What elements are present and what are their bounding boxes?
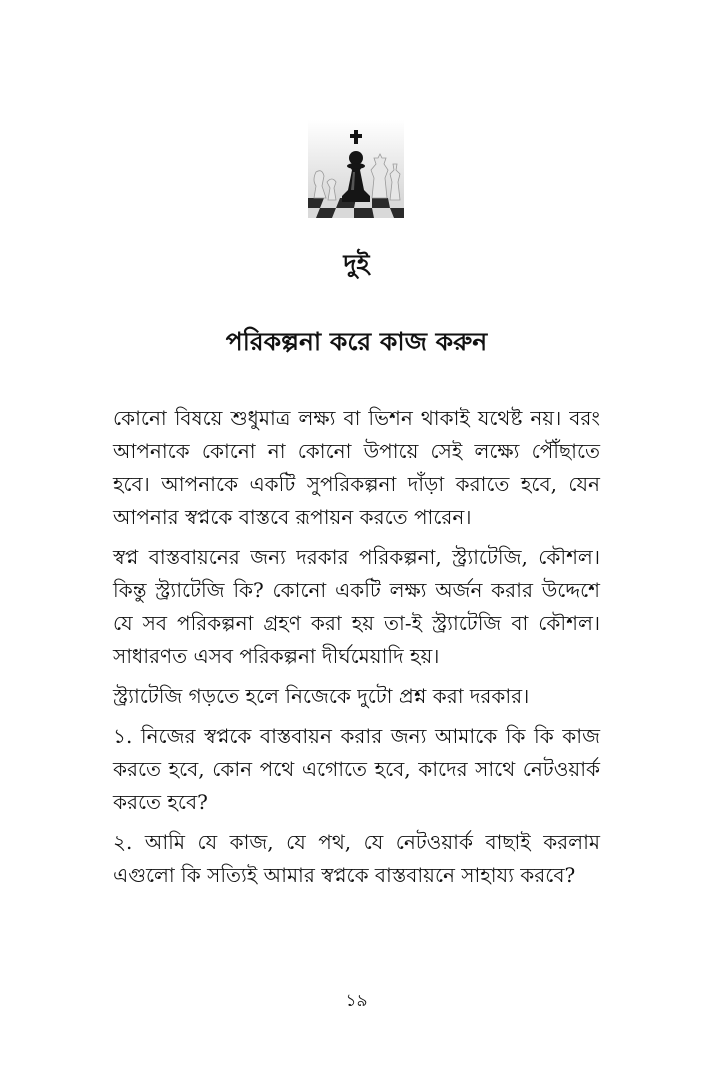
body-text	[113, 402, 600, 899]
paragraph: ২. আমি যে কাজ, যে পথ, যে নেটওয়ার্ক বাছাই করলাম এগুলো কি সত্যিই আমার স্বপ্নকে বাস্তবায়নে সাহায্য করবে?	[113, 830, 600, 887]
chapter-title: পরিকল্পনা করে কাজ করুন	[225, 327, 488, 356]
page-number: ১৯	[345, 991, 368, 1011]
paragraph: স্বপ্ন বাস্তবায়নের জন্য দরকার পরিকল্পনা, স্ট্র্যাটেজি, কৌশল। কিন্তু স্ট্র্যাটেজি কি? কোনো একটি লক্ষ্য অর্জন করার উদ্দেশে যে সব পরিকল্পনা গ্রহণ করা হয় তা-ই স্ট্র্যাটেজি বা কৌশল। সাধারণত এসব পরিকল্পনা দীর্ঘমেয়াদি হয়।	[113, 545, 600, 668]
paragraph: কোনো বিষয়ে শুধুমাত্র লক্ষ্য বা ভিশন থাকাই যথেষ্ট নয়। বরং আপনাকে কোনো না কোনো উপায়ে সেই লক্ষ্যে পৌঁছাতে হবে। আপনাকে একটি সুপরিকল্পনা দাঁড়া করাতে হবে, যেন আপনার স্বপ্নকে বাস্তবে রূপায়ন করতে পারেন।	[113, 406, 600, 529]
chapter-number: দুই	[343, 249, 370, 278]
paragraph: স্ট্র্যাটেজি গড়তে হলে নিজেকে দুটো প্রশ্ন করা দরকার।	[113, 684, 530, 708]
chess-illustration	[308, 120, 404, 218]
chess-pieces-icon	[308, 120, 404, 218]
paragraph: ১. নিজের স্বপ্নকে বাস্তবায়ন করার জন্য আমাকে কি কি কাজ করতে হবে, কোন পথে এগোতে হবে, কাদের সাথে নেটওয়ার্ক করতে হবে?	[113, 724, 600, 814]
